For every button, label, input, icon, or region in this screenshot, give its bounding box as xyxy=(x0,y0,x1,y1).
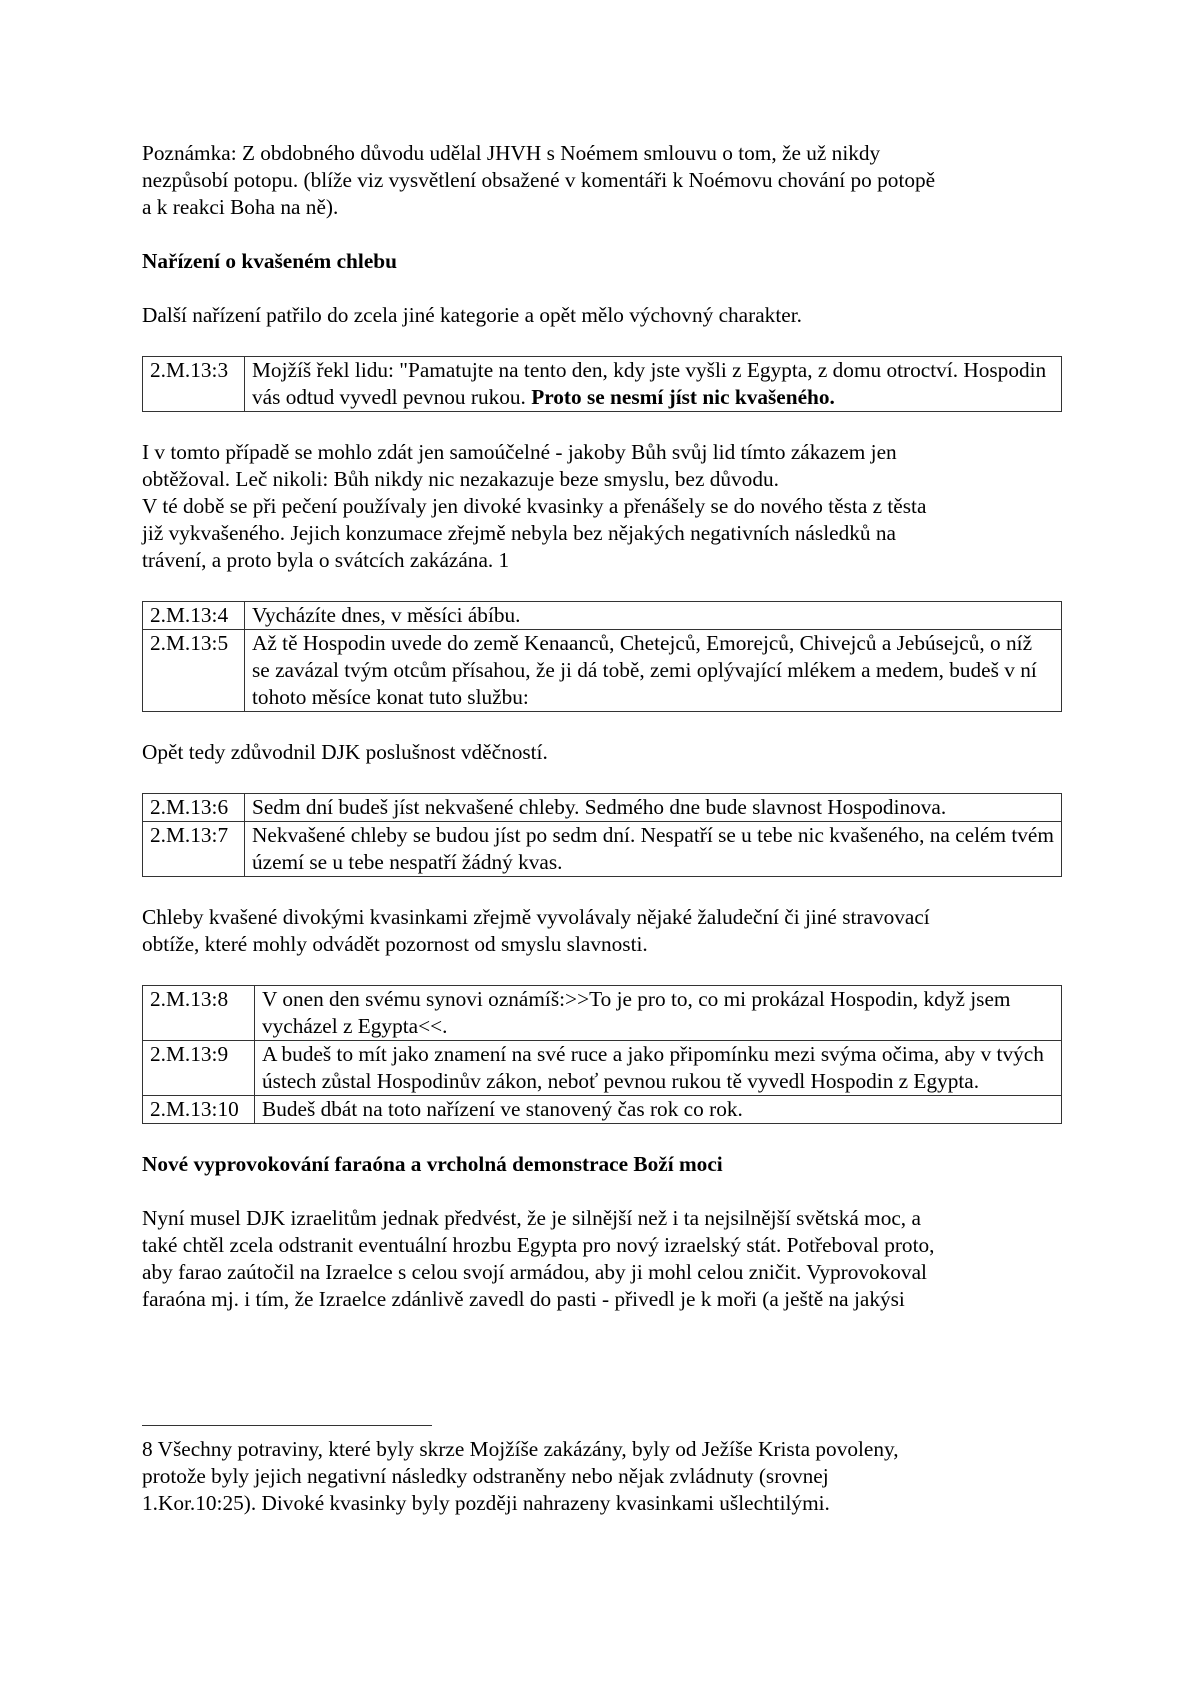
note-paragraph xyxy=(142,140,1062,221)
paragraph-line: Chleby kvašené divokými kvasinkami zřejmě vyvolávaly nějaké žaludeční či jiné stravovací xyxy=(142,905,930,929)
verse-reference: 2.M.13:10 xyxy=(143,1096,255,1124)
footnote-line: 1.Kor.10:25). Divoké kvasinky byly později nahrazeny kvasinkami ušlechtilými. xyxy=(142,1491,830,1515)
table-row xyxy=(143,986,1062,1041)
verse-reference: 2.M.13:3 xyxy=(143,357,245,412)
verse-reference: 2.M.13:8 xyxy=(143,986,255,1041)
verse-text-bold: Proto se nesmí jíst nic kvašeného. xyxy=(531,385,835,409)
paragraph-line: trávení, a proto byla o svátcích zakázána. 1 xyxy=(142,548,510,572)
explanation-paragraph xyxy=(142,439,1062,574)
paragraph-line: faraóna mj. i tím, že Izraelce zdánlivě zavedl do pasti - přivedl je k moři (a ještě na jakýsi xyxy=(142,1287,905,1311)
paragraph-line: I v tomto případě se mohlo zdát jen samoúčelné - jakoby Bůh svůj lid tímto zákazem jen xyxy=(142,440,897,464)
section-heading-pharaoh: Nové vyprovokování faraóna a vrcholná demonstrace Boží moci xyxy=(142,1152,723,1176)
table-row xyxy=(143,602,1062,630)
verse-reference: 2.M.13:7 xyxy=(143,822,245,877)
table-row xyxy=(143,794,1062,822)
document-page xyxy=(142,140,1062,1313)
gratitude-paragraph: Opět tedy zdůvodnil DJK poslušnost vděčností. xyxy=(142,740,548,764)
table-row xyxy=(143,822,1062,877)
verse-table-2 xyxy=(142,601,1062,712)
verse-table-3 xyxy=(142,793,1062,877)
section-heading-leavened-bread: Nařízení o kvašeném chlebu xyxy=(142,249,397,273)
paragraph-line: obtíže, které mohly odvádět pozornost od smyslu slavnosti. xyxy=(142,932,648,956)
paragraph-line: Nyní musel DJK izraelitům jednak předvést, že je silnější než i ta nejsilnější světská moc, a xyxy=(142,1206,921,1230)
footnote xyxy=(142,1436,1062,1517)
verse-text-plain: Mojžíš řekl lidu: "Pamatujte na tento den, kdy jste vyšli z Egypta, z domu otroctví. Hospodin vás odtud vyvedl pevnou rukou. xyxy=(252,358,1047,409)
digestion-paragraph xyxy=(142,904,1062,958)
verse-text: Nekvašené chleby se budou jíst po sedm dní. Nespatří se u tebe nic kvašeného, na celém tvém území se u tebe nespatří žádný kvas. xyxy=(245,822,1062,877)
table-row xyxy=(143,1041,1062,1096)
verse-reference: 2.M.13:6 xyxy=(143,794,245,822)
verse-table-1 xyxy=(142,356,1062,412)
intro-paragraph: Další nařízení patřilo do zcela jiné kategorie a opět mělo výchovný charakter. xyxy=(142,303,802,327)
verse-text: Budeš dbát na toto nařízení ve stanovený čas rok co rok. xyxy=(255,1096,1062,1124)
verse-text: Vycházíte dnes, v měsíci ábíbu. xyxy=(245,602,1062,630)
note-line: nezpůsobí potopu. (blíže viz vysvětlení obsažené v komentáři k Noémovu chování po potopě xyxy=(142,168,936,192)
note-line: a k reakci Boha na ně). xyxy=(142,195,339,219)
verse-reference: 2.M.13:9 xyxy=(143,1041,255,1096)
verse-reference: 2.M.13:5 xyxy=(143,630,245,712)
paragraph-line: aby farao zaútočil na Izraelce s celou svojí armádou, aby ji mohl celou zničit. Vyprovokoval xyxy=(142,1260,927,1284)
paragraph-line: také chtěl zcela odstranit eventuální hrozbu Egypta pro nový izraelský stát. Potřeboval proto, xyxy=(142,1233,935,1257)
table-row xyxy=(143,357,1062,412)
footnote-line: 8 Všechny potraviny, které byly skrze Mojžíše zakázány, byly od Ježíše Krista povoleny, xyxy=(142,1437,899,1461)
verse-text xyxy=(245,357,1062,412)
paragraph-line: obtěžoval. Leč nikoli: Bůh nikdy nic nezakazuje beze smyslu, bez důvodu. xyxy=(142,467,779,491)
footnote-line: protože byly jejich negativní následky odstraněny nebo nějak zvládnuty (srovnej xyxy=(142,1464,829,1488)
table-row xyxy=(143,630,1062,712)
verse-reference: 2.M.13:4 xyxy=(143,602,245,630)
verse-text: V onen den svému synovi oznámíš:>>To je pro to, co mi prokázal Hospodin, když jsem vycházel z Egypta<<. xyxy=(255,986,1062,1041)
verse-table-4 xyxy=(142,985,1062,1124)
paragraph-line: již vykvašeného. Jejich konzumace zřejmě nebyla bez nějakých negativních následků na xyxy=(142,521,896,545)
verse-text: A budeš to mít jako znamení na své ruce a jako připomínku mezi svýma očima, aby v tvých ústech zůstal Hospodinův zákon, neboť pevnou rukou tě vyvedl Hospodin z Egypta. xyxy=(255,1041,1062,1096)
table-row xyxy=(143,1096,1062,1124)
pharaoh-paragraph xyxy=(142,1205,1062,1313)
verse-text: Sedm dní budeš jíst nekvašené chleby. Sedmého dne bude slavnost Hospodinova. xyxy=(245,794,1062,822)
note-line: Poznámka: Z obdobného důvodu udělal JHVH s Noémem smlouvu o tom, že už nikdy xyxy=(142,141,881,165)
paragraph-line: V té době se při pečení používaly jen divoké kvasinky a přenášely se do nového těsta z těsta xyxy=(142,494,927,518)
verse-text: Až tě Hospodin uvede do země Kenaanců, Chetejců, Emorejců, Chivejců a Jebúsejců, o níž se zavázal tvým otcům přísahou, že ji dá tobě, zemi oplývající mlékem a medem, budeš v ní tohoto měsíce konat tuto službu: xyxy=(245,630,1062,712)
footnote-separator xyxy=(142,1425,432,1426)
